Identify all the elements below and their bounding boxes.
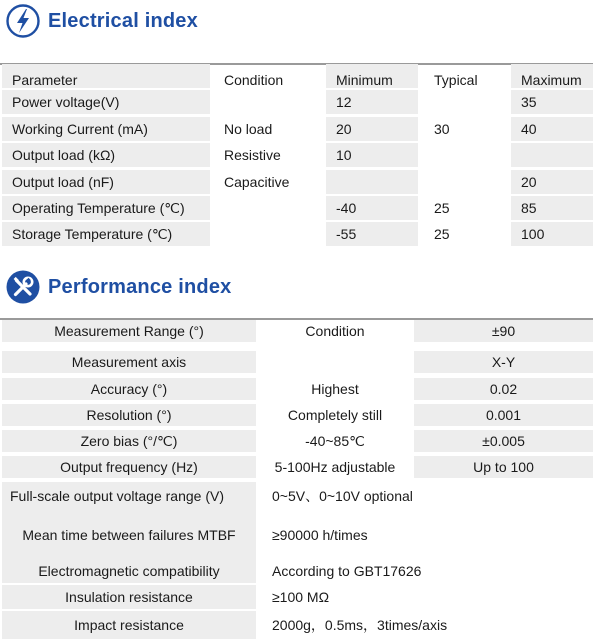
cell-typical	[424, 143, 507, 167]
cell-parameter: Zero bias (°/℃)	[2, 430, 256, 452]
cell-maximum: 35	[511, 90, 593, 114]
cell-parameter: Full-scale output voltage range (V)	[2, 482, 256, 509]
header-parameter: Measurement Range (°)	[2, 320, 256, 342]
cell-maximum: 40	[511, 117, 593, 141]
cell-maximum: 20	[511, 170, 593, 194]
cell-minimum	[326, 170, 418, 194]
wrench-screwdriver-icon	[6, 270, 40, 304]
cell-condition: Resistive	[224, 147, 281, 163]
cell-value: ≥100 MΩ	[272, 589, 330, 605]
lightning-bolt-icon	[6, 4, 40, 38]
cell-maximum: 100	[511, 222, 593, 246]
cell-condition	[214, 196, 320, 220]
cell-value: ≥90000 h/times	[272, 527, 368, 543]
cell-parameter: Electromagnetic compatibility	[2, 559, 256, 583]
cell-parameter: Measurement axis	[2, 351, 256, 373]
cell-condition: Highest	[311, 381, 359, 397]
electrical-title: Electrical index	[48, 9, 198, 32]
cell-minimum: -55	[326, 222, 418, 246]
header-condition: Condition	[224, 72, 284, 88]
cell-maximum	[511, 143, 593, 167]
cell-condition: -40~85℃	[305, 432, 365, 449]
header-maximum: Maximum	[511, 64, 593, 88]
cell-parameter: Storage Temperature (℃)	[2, 222, 210, 246]
cell-typical	[424, 170, 507, 194]
cell-condition: No load	[224, 121, 273, 137]
cell-value: X-Y	[414, 351, 593, 373]
cell-typical: 30	[434, 121, 450, 137]
cell-condition	[214, 90, 320, 114]
cell-parameter: Operating Temperature (℃)	[2, 196, 210, 220]
cell-minimum: 12	[326, 90, 418, 114]
cell-parameter: Resolution (°)	[2, 404, 256, 426]
cell-parameter: Impact resistance	[2, 611, 256, 639]
cell-maximum: 85	[511, 196, 593, 220]
cell-value: 0~5V、0~10V optional	[272, 487, 413, 504]
cell-value: Up to 100	[414, 456, 593, 478]
cell-parameter: Insulation resistance	[2, 585, 256, 609]
cell-value: ±0.005	[414, 430, 593, 452]
cell-condition	[214, 222, 320, 246]
electrical-section-header	[6, 4, 198, 38]
cell-parameter: Output frequency (Hz)	[2, 456, 256, 478]
header-typical: Typical	[434, 72, 478, 88]
cell-condition: Capacitive	[224, 174, 290, 190]
cell-typical: 25	[434, 200, 450, 216]
header-value: ±90	[414, 320, 593, 342]
cell-parameter: Output load (nF)	[2, 170, 210, 194]
cell-parameter: Output load (kΩ)	[2, 143, 210, 167]
header-parameter: Parameter	[2, 64, 210, 88]
performance-section-header	[6, 270, 231, 304]
cell-condition: Completely still	[287, 407, 383, 423]
cell-value: 0.02	[414, 378, 593, 400]
cell-minimum: 10	[326, 143, 418, 167]
cell-parameter: Working Current (mA)	[2, 117, 210, 141]
cell-minimum: 20	[326, 117, 418, 141]
cell-typical: 25	[434, 226, 450, 242]
cell-condition	[262, 351, 408, 373]
cell-minimum: -40	[326, 196, 418, 220]
header-condition: Condition	[305, 323, 365, 339]
cell-parameter: Power voltage(V)	[2, 90, 210, 114]
cell-value: 0.001	[414, 404, 593, 426]
cell-condition: 5-100Hz adjustable	[274, 459, 396, 475]
cell-parameter: Mean time between failures MTBF	[2, 508, 256, 562]
cell-value: According to GBT17626	[272, 563, 422, 579]
cell-parameter: Accuracy (°)	[2, 378, 256, 400]
cell-value: 2000g，0.5ms，3times/axis	[272, 617, 448, 633]
performance-title: Performance index	[48, 275, 232, 298]
header-minimum: Minimum	[326, 64, 418, 88]
cell-typical	[424, 90, 507, 114]
